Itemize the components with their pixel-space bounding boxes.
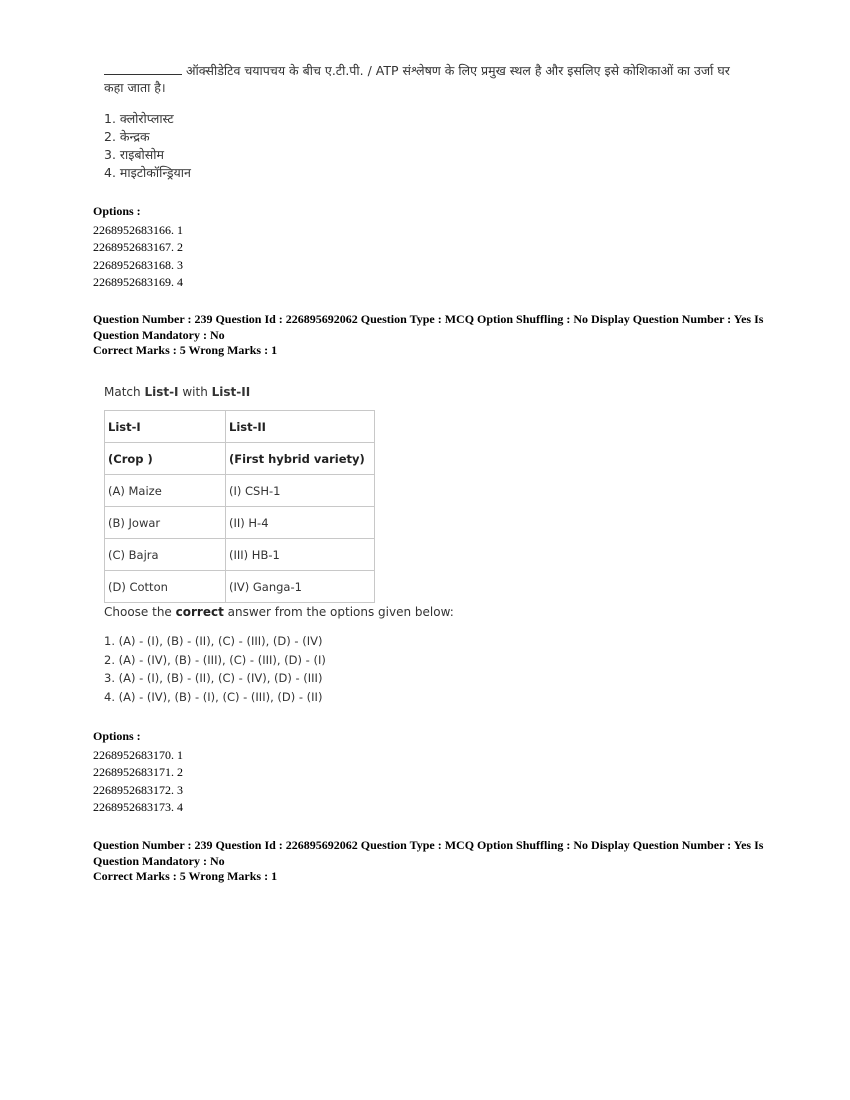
- option-id: 2268952683166. 1: [93, 222, 183, 237]
- option-id: 2268952683173. 4: [93, 800, 183, 814]
- question-stem-continued: कहा जाता है।: [104, 80, 166, 95]
- question-meta-line: Question Number : 239 Question Id : 226895692062 Question Type : MCQ Option Shuffling : No Display Question Number : Yes Is: [93, 312, 764, 326]
- choice-item: 1. क्लोरोप्लास्ट: [104, 111, 174, 126]
- table-cell: (IV) Ganga-1: [226, 571, 375, 603]
- option-id: 2268952683167. 2: [93, 240, 183, 254]
- table-cell: (C) Bajra: [105, 539, 226, 571]
- table-header-cell: List-II: [226, 411, 375, 443]
- marks-line: Correct Marks : 5 Wrong Marks : 1: [93, 343, 278, 357]
- options-block: [93, 203, 183, 292]
- choice-item: 2. (A) - (IV), (B) - (III), (C) - (III), (D) - (I): [104, 652, 326, 667]
- question-hindi: [104, 62, 744, 182]
- choice-item: 2. केन्द्रक: [104, 129, 150, 144]
- table-cell: (III) HB-1: [226, 539, 375, 571]
- question-choices: [104, 632, 484, 706]
- question-title: Match List-I with List-II: [104, 385, 251, 399]
- option-id: 2268952683171. 2: [93, 765, 183, 779]
- table-header-cell: (Crop ): [105, 443, 226, 475]
- option-id: 2268952683170. 1: [93, 747, 183, 762]
- option-id: 2268952683168. 3: [93, 257, 183, 272]
- option-id: 2268952683172. 3: [93, 782, 183, 797]
- answer-blank: [104, 74, 182, 75]
- table-cell: (I) CSH-1: [226, 475, 375, 507]
- question-meta-line: Question Mandatory : No: [93, 853, 225, 868]
- options-label: Options :: [93, 204, 141, 218]
- table-cell: (D) Cotton: [105, 571, 226, 603]
- table-header-cell: (First hybrid variety): [226, 443, 375, 475]
- table-cell: (A) Maize: [105, 475, 226, 507]
- question-meta-line: Question Number : 239 Question Id : 226895692062 Question Type : MCQ Option Shuffling : No Display Question Number : Yes Is: [93, 838, 764, 852]
- choice-item: 1. (A) - (I), (B) - (II), (C) - (III), (D) - (IV): [104, 634, 323, 648]
- question-meta: [93, 312, 773, 359]
- options-block: [93, 728, 183, 817]
- option-id: 2268952683169. 4: [93, 275, 183, 289]
- choice-item: 4. माइटोकॉन्ड्रियान: [104, 165, 191, 180]
- table-cell: (II) H-4: [226, 507, 375, 539]
- table-header-cell: List-I: [105, 411, 226, 443]
- table-cell: (B) Jowar: [105, 507, 226, 539]
- choice-item: 3. राइबोसोम: [104, 147, 164, 162]
- table-header-row: [105, 411, 375, 443]
- question-meta-line: Question Mandatory : No: [93, 327, 225, 342]
- match-table: [104, 410, 375, 603]
- question-choices: [104, 110, 744, 182]
- question-meta: [93, 838, 773, 885]
- options-label: Options :: [93, 729, 141, 743]
- choice-item: 4. (A) - (IV), (B) - (I), (C) - (III), (D) - (II): [104, 689, 323, 704]
- question-instruction: Choose the correct answer from the options given below:: [104, 605, 454, 619]
- question-stem: ऑक्सीडेटिव चयापचय के बीच ए.टी.पी. / ATP संश्लेषण के लिए प्रमुख स्थल है और इसलिए इसे कोशिकाओं का उर्जा घर: [104, 62, 744, 79]
- table-header-row: [105, 443, 375, 475]
- choice-item: 3. (A) - (I), (B) - (II), (C) - (IV), (D) - (III): [104, 671, 323, 685]
- table-row: [105, 539, 375, 571]
- marks-line: Correct Marks : 5 Wrong Marks : 1: [93, 869, 278, 883]
- match-question: [104, 384, 484, 706]
- table-row: [105, 475, 375, 507]
- table-row: [105, 571, 375, 603]
- table-row: [105, 507, 375, 539]
